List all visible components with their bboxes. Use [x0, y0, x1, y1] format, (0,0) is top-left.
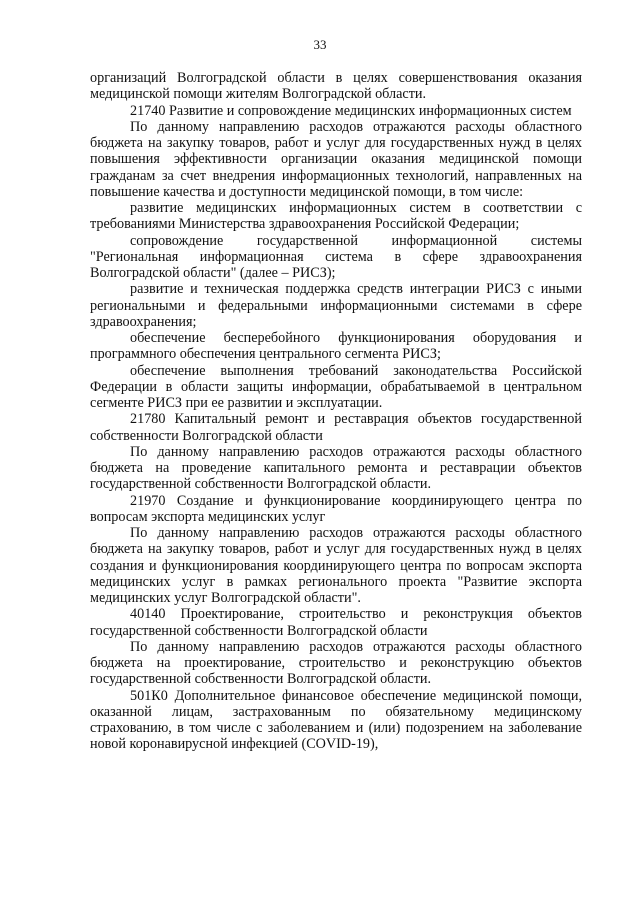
paragraph: развитие медицинских информационных систем в соответствии с требованиями Министерства здравоохранения Российской Федерации; — [90, 200, 582, 233]
paragraph: 40140 Проектирование, строительство и реконструкция объектов государственной собственности Волгоградской области — [90, 606, 582, 639]
page-number: 33 — [313, 37, 327, 52]
paragraph: По данному направлению расходов отражаются расходы областного бюджета на проектирование, строительство и реконструкцию объектов государственной собственности Волгоградской области. — [90, 638, 582, 688]
paragraph: По данному направлению расходов отражаются расходы областного бюджета на закупку товаров, работ и услуг для государственных нужд в целях повышения эффективности организации оказания медицинской помощи гражданам за счет внедрения информационных технологий, направленных на повышение качества и доступности медицинской помощи, в том числе: — [90, 118, 582, 200]
paragraph: обеспечение бесперебойного функционирования оборудования и программного обеспечения центрального сегмента РИСЗ; — [90, 330, 582, 363]
paragraph: 21780 Капитальный ремонт и реставрация объектов государственной собственности Волгоградской области — [90, 411, 582, 444]
paragraph: развитие и техническая поддержка средств интеграции РИСЗ с иными региональными и федеральными информационными системами в сфере здравоохранения; — [90, 281, 582, 330]
paragraph: По данному направлению расходов отражаются расходы областного бюджета на закупку товаров, работ и услуг для государственных нужд в целях создания и функционирования координирующего центра по вопросам экспорта медицинских услуг в рамках регионального проекта "Развитие экспорта медицинских услуг Волгоградской области". — [90, 525, 582, 606]
paragraph: 21740 Развитие и сопровождение медицинских информационных систем — [130, 102, 572, 119]
paragraph: 21970 Создание и функционирование координирующего центра по вопросам экспорта медицинских услуг — [90, 492, 582, 525]
paragraph: организаций Волгоградской области в целях совершенствования оказания медицинской помощи жителям Волгоградской области. — [90, 70, 582, 103]
paragraph: обеспечение выполнения требований законодательства Российской Федерации в области защиты информации, обрабатываемой в центральном сегменте РИСЗ при ее развитии и эксплуатации. — [90, 362, 582, 411]
paragraph: По данному направлению расходов отражаются расходы областного бюджета на проведение капитального ремонта и реставрации объектов государственной собственности Волгоградской области. — [90, 443, 582, 493]
paragraph: 501К0 Дополнительное финансовое обеспечение медицинской помощи, оказанной лицам, застрахованным по обязательному медицинскому страхованию, в том числе с заболеванием и (или) подозрением на заболевание новой коронавирусной инфекцией (COVID-19), — [90, 687, 582, 753]
document-body — [90, 70, 582, 753]
paragraph: сопровождение государственной информационной системы "Региональная информационная система в сфере здравоохранения Волгоградской области" (далее – РИСЗ); — [90, 232, 582, 281]
